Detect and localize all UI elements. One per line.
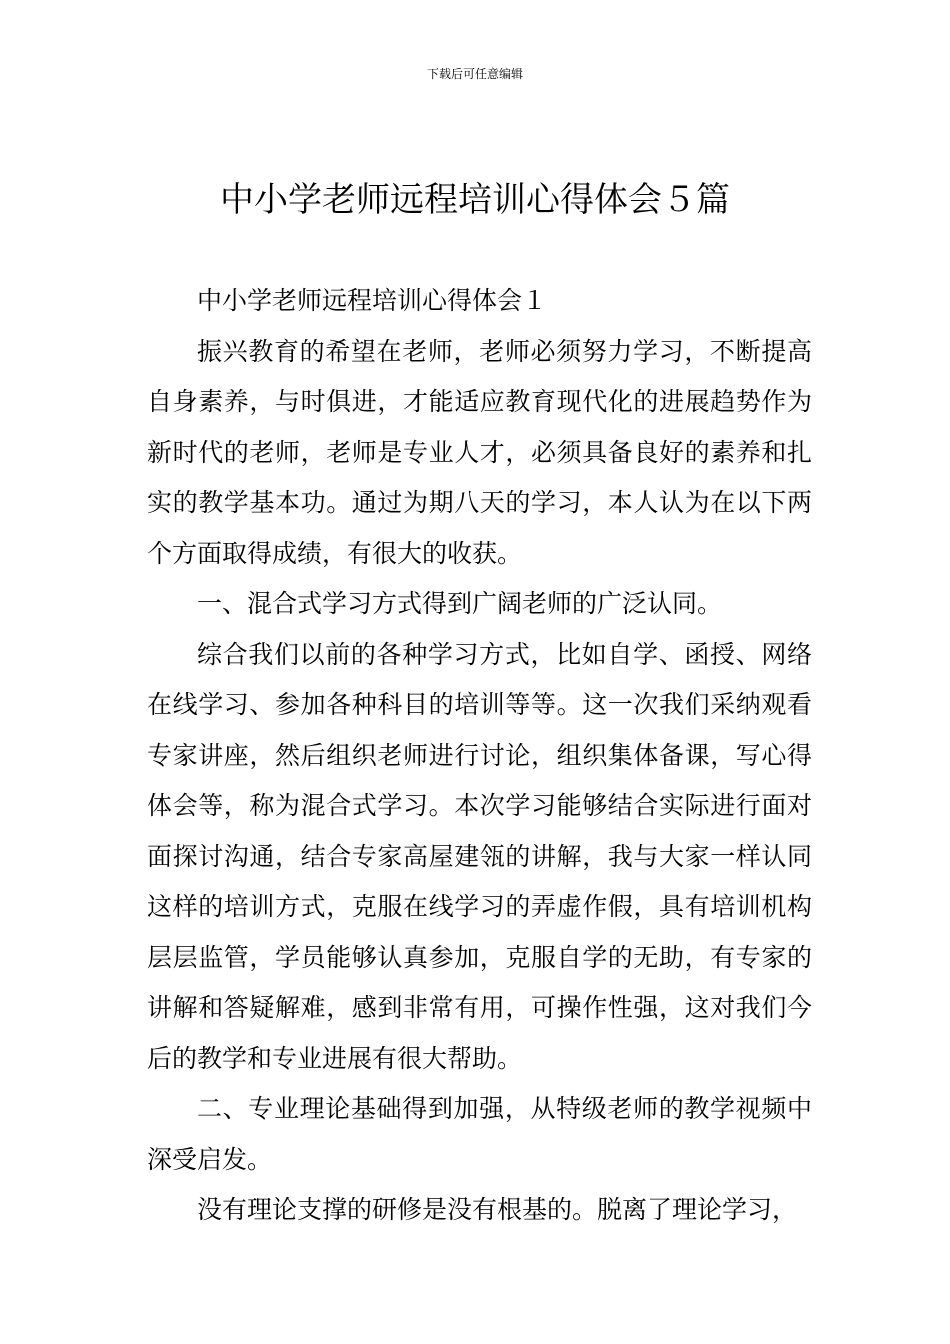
body-paragraph: 综合我们以前的各种学习方式，比如自学、函授、网络在线学习、参加各种科目的培训等等。这一次我们采纳观看专家讲座，然后组织老师进行讨论，组织集体备课，写心得体会等，称为混合式学习。本次学习能够结合实际进行面对面探讨沟通，结合专家高屋建瓴的讲解，我与大家一样认同这样的培训方式，克服在线学习的弄虚作假，具有培训机构层层监管，学员能够认真参加，克服自学的无助，有专家的讲解和答疑解难，感到非常有用，可操作性强，这对我们今后的教学和专业进展有很大帮助。 (147, 639, 812, 1073)
section-heading: 一、混合式学习方式得到广阔老师的广泛认同。 (197, 589, 723, 618)
document-title: 中小学老师远程培训心得体会５篇 (220, 180, 730, 220)
document-body (147, 276, 812, 1236)
header-note: 下载后可任意编辑 (426, 67, 523, 81)
section-heading: 二、专业理论基础得到加强，从特级老师的教学视频中深受启发。 (147, 1094, 812, 1174)
section-subtitle: 中小学老师远程培训心得体会１ (197, 286, 548, 315)
body-paragraph: 振兴教育的希望在老师，老师必须努力学习，不断提高自身素养，与时俱进，才能适应教育现代化的进展趋势作为新时代的老师，老师是专业人才，必须具备良好的素养和扎实的教学基本功。通过为期八天的学习，本人认为在以下两个方面取得成绩，有很大的收获。 (147, 336, 812, 568)
body-paragraph: 没有理论支撑的研修是没有根基的。脱离了理论学习， (197, 1195, 798, 1224)
